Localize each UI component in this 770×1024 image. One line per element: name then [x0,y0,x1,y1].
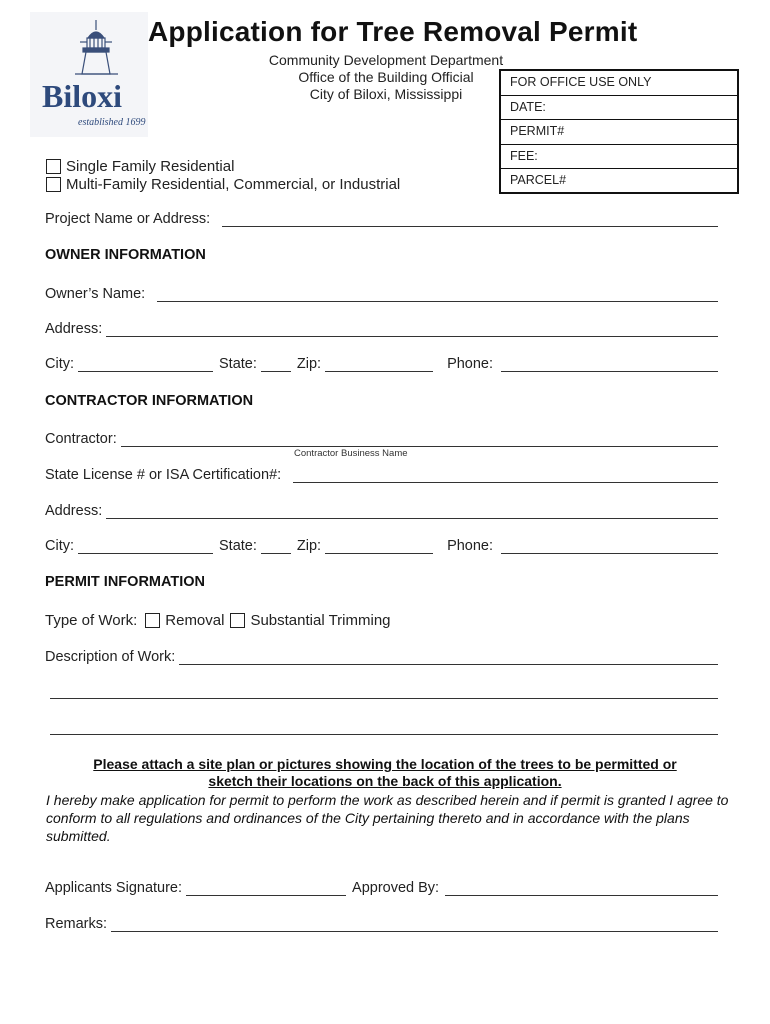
description-label: Description of Work: [45,649,176,665]
owner-zip-label: Zip: [296,356,322,372]
owner-phone-label: Phone: [447,356,494,372]
owner-zip-input[interactable] [325,357,433,372]
contractor-address-label: Address: [45,503,103,519]
approved-by-label: Approved By: [352,880,440,896]
city-logo [30,12,148,137]
remarks-input[interactable] [111,917,718,932]
office-use-box [499,69,739,194]
site-plan-notice-line1: Please attach a site plan or pictures showing the location of the trees to be permitted or [93,756,677,772]
contractor-city-label: City: [45,538,74,554]
description-input-2[interactable] [50,698,718,699]
contractor-business-hint: Contractor Business Name [294,448,408,459]
description-input-1[interactable] [179,650,718,665]
trimming-label: Substantial Trimming [250,612,391,629]
description-input-3[interactable] [50,734,718,735]
lighthouse-icon [30,12,148,137]
office-parcel-field[interactable]: PARCEL# [510,173,567,188]
owner-state-input[interactable] [261,357,291,372]
office-permit-field[interactable]: PERMIT# [501,120,737,145]
office-use-heading: FOR OFFICE USE ONLY [501,71,737,96]
approved-by-input[interactable] [445,881,718,896]
owner-heading: OWNER INFORMATION [45,247,206,263]
contractor-phone-label: Phone: [447,538,494,554]
site-plan-notice-line2: sketch their locations on the back of this application. [208,773,562,789]
page-title: Application for Tree Removal Permit [148,16,638,47]
permit-heading: PERMIT INFORMATION [45,574,206,590]
contractor-address-input[interactable] [106,504,718,519]
remarks-row [45,916,718,932]
department-line: Community Development Department [268,52,504,68]
logo-wordmark: Biloxi [42,78,123,114]
owner-state-label: State: [219,356,257,372]
contractor-city-row [45,538,718,554]
owner-name-label: Owner’s Name: [45,286,146,302]
owner-address-row [45,321,718,337]
contractor-address-row [45,503,718,519]
owner-city-input[interactable] [78,357,213,372]
owner-name-input[interactable] [157,287,718,302]
owner-name-row [45,286,718,302]
description-row [45,649,718,665]
multi-family-checkbox[interactable] [46,177,61,192]
trimming-checkbox[interactable] [230,613,245,628]
removal-checkbox[interactable] [145,613,160,628]
contractor-label: Contractor: [45,431,117,447]
license-label: State License # or ISA Certification#: [45,467,282,483]
single-family-label: Single Family Residential [66,158,235,175]
multi-family-option[interactable] [46,176,400,193]
project-row [45,211,718,227]
type-of-work-label: Type of Work: [45,612,138,629]
license-input[interactable] [293,468,718,483]
removal-label: Removal [165,612,225,629]
project-input[interactable] [222,212,718,227]
logo-tagline: established 1699 [78,117,146,128]
signature-row [45,880,718,896]
applicant-signature-input[interactable] [186,881,346,896]
single-family-option[interactable] [46,158,234,175]
multi-family-label: Multi-Family Residential, Commercial, or Industrial [66,176,401,193]
remarks-label: Remarks: [45,916,108,932]
office-date-field[interactable]: DATE: [501,96,737,121]
city-line: City of Biloxi, Mississippi [309,86,463,102]
owner-address-label: Address: [45,321,103,337]
contractor-zip-label: Zip: [296,538,322,554]
contractor-row [45,431,718,447]
contractor-heading: CONTRACTOR INFORMATION [45,393,254,409]
office-fee-field[interactable]: FEE: [501,145,737,170]
type-of-work-row [45,612,391,629]
single-family-checkbox[interactable] [46,159,61,174]
contractor-zip-input[interactable] [325,539,433,554]
contractor-state-label: State: [219,538,257,554]
project-label: Project Name or Address: [45,211,211,227]
contractor-phone-input[interactable] [501,539,718,554]
department-block [236,52,536,103]
owner-phone-input[interactable] [501,357,718,372]
contractor-input[interactable] [121,432,718,447]
owner-city-label: City: [45,356,74,372]
owner-city-row [45,356,718,372]
contractor-city-input[interactable] [78,539,213,554]
declaration-text: I hereby make application for permit to perform the work as described herein and if permit is granted I agree to conform to all regulations and ordinances of the City pertaining thereto and in accordance with the plans submitted. [46,792,729,844]
site-plan-notice [40,756,730,790]
license-row [45,467,718,483]
office-line: Office of the Building Official [298,69,474,85]
contractor-state-input[interactable] [261,539,291,554]
applicant-signature-label: Applicants Signature: [45,880,183,896]
owner-address-input[interactable] [106,322,718,337]
